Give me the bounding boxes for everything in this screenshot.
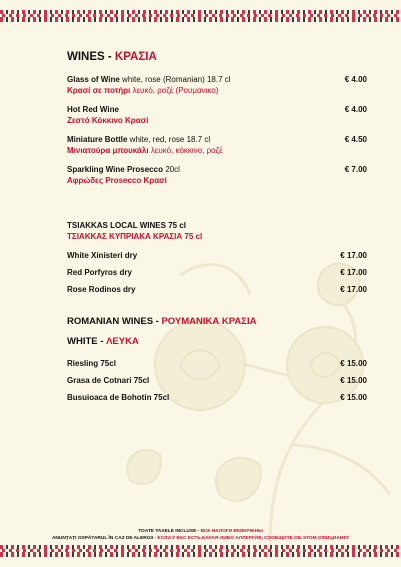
wines-section-title [67,50,367,64]
item-price: € 4.00 [344,105,367,114]
item-name-gr: Αφρώδες Prosecco Κρασί [67,176,167,185]
item-price: € 4.50 [344,135,367,144]
white-title: WHITE - ΛΕΥΚΑ [67,336,139,347]
item-name: Sparkling Wine Prosecco 20cl [67,165,180,174]
top-ornament-border [0,10,401,22]
romanian-title: ROMANIAN WINES - ΡΟΥΜΑΝΙΚΑ ΚΡΑΣΙΑ [67,316,257,327]
item-name: Hot Red Wine [67,105,119,114]
item-name: Miniature Bottle white, red, rose 18.7 cl [67,135,211,144]
menu-item [67,134,367,156]
item-name: Rose Rodinos dry [67,285,136,294]
menu-item [67,358,367,369]
menu-item [67,375,367,386]
item-price: € 17.00 [340,285,367,294]
wines-title-en: WINES - [67,51,115,63]
item-name-gr: Ζεστό Κόκκινο Κρασί [67,116,149,125]
item-name: Busuioaca de Bohotin 75cl [67,393,170,402]
menu-item [67,104,367,126]
menu-item [67,164,367,186]
item-name: Grasa de Cotnari 75cl [67,376,150,385]
item-price: € 17.00 [340,268,367,277]
item-name-gr: Κρασί σε ποτήρι λευκό, ροζέ (Ρουμανικο) [67,86,219,95]
footer-line-allergies: ANUNȚAȚI OSPĂTARUL ÎN CAZ DE ALERGII - ЕСЛИ У ВАС ЕСТЬ КАКАЯ-ЛИБО АЛЛЕРГИЯ, СООБЩИТЕ ОБ ЭТОМ ОФИЦИАНТУ [51,536,350,541]
footer-notes [0,528,401,542]
item-name: Riesling 75cl [67,359,116,368]
menu-item [67,74,367,96]
romanian-section [67,315,367,403]
item-price: € 15.00 [340,359,367,368]
item-name-gr: Μινιατούρα μπουκάλι λευκό, κόκκινο, ροζέ [67,146,223,155]
menu-item [67,392,367,403]
tsiakkas-title-gr: ΤΣΙΑΚΚΑΣ ΚΥΠΡΙΑΚΑ ΚΡΑΣΙΑ 75 cl [67,232,203,241]
menu-item [67,250,367,261]
item-name: Red Porfyros dry [67,268,132,277]
item-price: € 17.00 [340,251,367,260]
footer-line-taxes: TOATE TAXELE INCLUSE - ВСЕ НАЛОГИ ВКЛЮЧЕНЫ [138,529,263,534]
tsiakkas-section [67,220,367,295]
menu-item [67,267,367,278]
item-name: Glass of Wine white, rose (Romanian) 18.7 cl [67,75,231,84]
menu-item [67,284,367,295]
bottom-ornament-border [0,545,401,557]
item-price: € 15.00 [340,376,367,385]
item-price: € 4.00 [344,75,367,84]
item-price: € 15.00 [340,393,367,402]
menu-content [67,50,367,403]
item-price: € 7.00 [344,165,367,174]
tsiakkas-title: TSIAKKAS LOCAL WINES 75 cl [67,221,186,230]
wines-title-gr: ΚΡΑΣΙΑ [114,51,157,63]
item-name: White Xinisteri dry [67,251,138,260]
